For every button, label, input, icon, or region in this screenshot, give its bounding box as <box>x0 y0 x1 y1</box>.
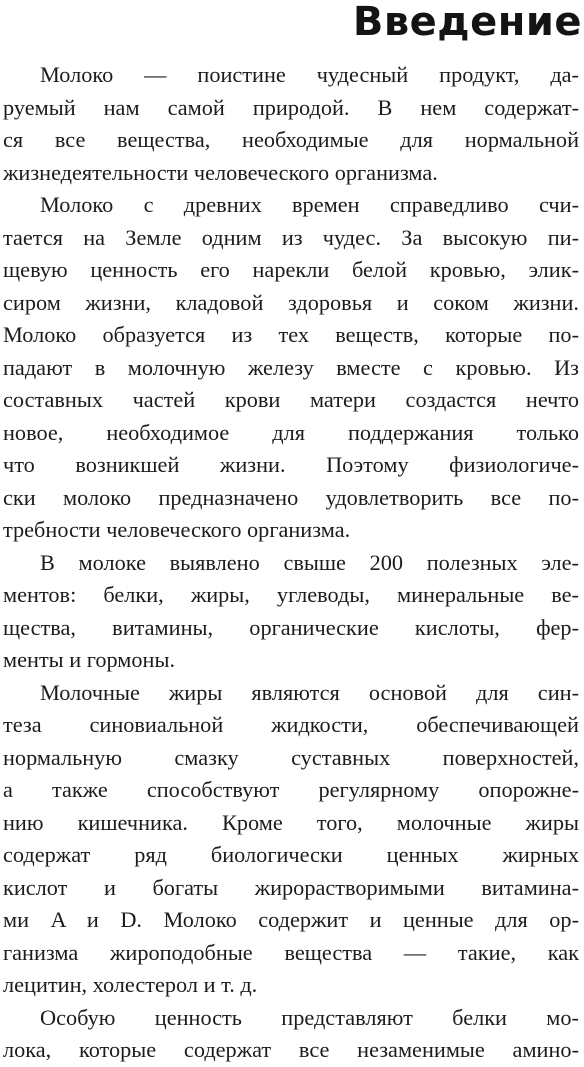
text-line: теза синовиальной жидкости, обеспечивающей <box>3 712 579 737</box>
text-line: нию кишечника. Кроме того, молочные жиры <box>3 809 579 835</box>
text-line: менты и гормоны. <box>3 647 176 672</box>
chapter-title: Введение <box>352 0 582 45</box>
text-line: Молоко образуется из тех веществ, которые по- <box>3 322 579 347</box>
text-line: В молоке выявлено свыше 200 полезных эле- <box>40 549 579 575</box>
text-line: Особую ценность представляют белки мо- <box>40 1004 579 1030</box>
text-line: щевую ценность его нарекли белой кровью, элик- <box>3 257 579 282</box>
text-line: ментов: белки, жиры, углеводы, минеральные ве- <box>3 582 579 607</box>
text-line: Молоко с древних времен справедливо счи- <box>40 192 579 217</box>
text-line: нормальную смазку суставных поверхностей, <box>3 744 579 770</box>
text-line: Молочные жиры являются основой для син- <box>40 679 579 705</box>
body-text <box>3 59 579 1067</box>
text-line: руемый нам самой природой. В нем содержат- <box>3 94 579 120</box>
text-line: требности человеческого организма. <box>3 517 351 542</box>
text-line: лецитин, холестерол и т. д. <box>3 972 258 997</box>
text-line: ся все вещества, необходимые для нормальной <box>3 127 579 152</box>
text-line: сиром жизни, кладовой здоровья и соком жизни. <box>3 289 579 315</box>
text-line: тается на Земле одним из чудес. За высокую пи- <box>3 224 579 250</box>
text-line: лока, которые содержат все незаменимые амино- <box>3 1037 579 1062</box>
text-line: кислот и богаты жирорастворимыми витамина- <box>3 874 579 900</box>
text-line: падают в молочную железу вместе с кровью. Из <box>3 354 579 380</box>
text-line: жизнедеятельности человеческого организма. <box>3 159 438 185</box>
text-line: щества, витамины, органические кислоты, фер- <box>3 614 579 640</box>
text-line: ганизма жироподобные вещества — такие, как <box>3 939 579 965</box>
text-line: новое, необходимое для поддержания только <box>3 419 579 445</box>
text-line: что возникшей жизни. Поэтому физиологиче- <box>3 452 579 477</box>
text-line: содержат ряд биологически ценных жирных <box>3 842 579 867</box>
text-line: а также способствуют регулярному опорожне- <box>3 777 579 802</box>
text-line: составных частей крови матери создастся нечто <box>3 387 579 412</box>
text-line: Молоко — поистине чудесный продукт, да- <box>40 62 579 87</box>
text-line: ски молоко предназначено удовлетворить все по- <box>3 484 579 510</box>
text-line: ми A и D. Молоко содержит и ценные для ор- <box>3 907 579 932</box>
